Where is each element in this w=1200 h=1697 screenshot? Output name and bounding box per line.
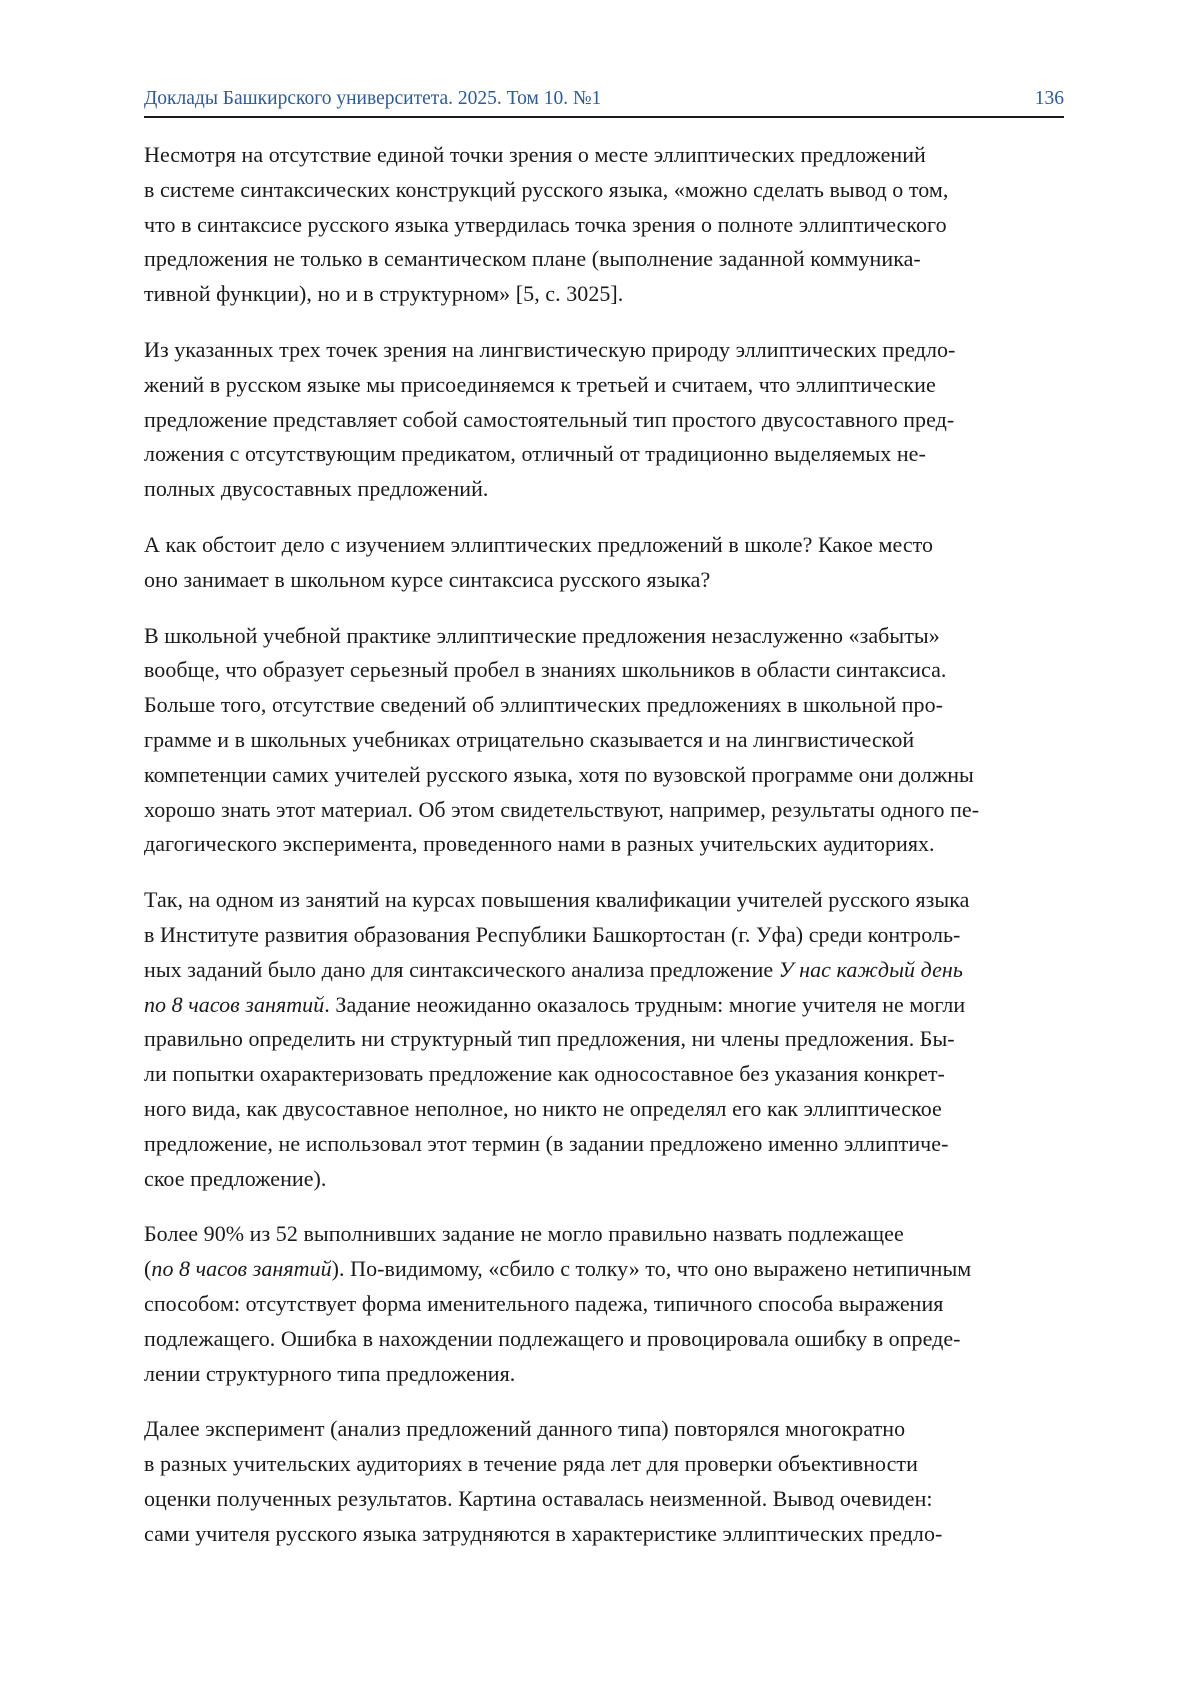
text-line [144,472,1064,507]
text-segment: ного вида, как двусоставное неполное, но никто не определял его как эллиптическое [144,1096,942,1121]
text-line [144,1447,1064,1482]
text-line [144,1517,1064,1552]
italic-example: по 8 часов занятий [151,1256,331,1281]
italic-example: У нас каждый день [779,957,963,982]
text-segment: предложения не только в семантическом плане (выполнение заданной коммуника- [144,246,921,271]
text-segment: подлежащего. Ошибка в нахождении подлежащего и провоцировала ошибку в опреде- [144,1326,961,1351]
text-line [144,1322,1064,1357]
text-line [144,758,1064,793]
text-segment: сами учителя русского языка затрудняются в характеристике эллиптических предло- [144,1521,942,1546]
text-line [144,953,1064,988]
text-line [144,619,1064,654]
page-number: 136 [1035,88,1064,110]
text-segment: компетенции самих учителей русского языка, хотя по вузовской программе они должны [144,762,974,787]
text-line [144,528,1064,563]
text-line [144,988,1064,1023]
text-line [144,1162,1064,1197]
text-segment: ). По-видимому, «сбило с толку» то, что оно выражено нетипичным [332,1256,972,1281]
text-segment: ( [144,1256,151,1281]
text-segment: В школьной учебной практике эллиптические предложения незаслуженно «забыты» [144,623,940,648]
text-line [144,883,1064,918]
text-line [144,277,1064,312]
text-segment: ли попытки охарактеризовать предложение как односоставное без указания конкрет- [144,1061,945,1086]
text-segment: в разных учительских аудиториях в течение ряда лет для проверки объективности [144,1451,918,1476]
text-line [144,688,1064,723]
text-segment: оценки полученных результатов. Картина оставалась неизменной. Вывод очевиден: [144,1486,933,1511]
journal-page [144,88,1064,1572]
text-line [144,1357,1064,1392]
text-line [144,1217,1064,1252]
text-segment: ское предложение). [144,1166,326,1191]
text-segment: вообще, что образует серьезный пробел в знаниях школьников в области синтаксиса. [144,657,947,682]
text-segment: хорошо знать этот материал. Об этом свидетельствуют, например, результаты одного пе- [144,797,979,822]
text-segment: . Задание неожиданно оказалось трудным: многие учителя не могли [324,992,965,1017]
text-segment: ных заданий было дано для синтаксического анализа предложение [144,957,779,982]
text-line [144,827,1064,862]
text-segment: способом: отсутствует форма именительного падежа, типичного способа выражения [144,1291,943,1316]
text-line [144,1057,1064,1092]
text-line [144,1127,1064,1162]
text-line [144,653,1064,688]
paragraph [144,138,1064,312]
text-line [144,173,1064,208]
text-line [144,1022,1064,1057]
text-segment: Из указанных трех точек зрения на лингвистическую природу эллиптических предло- [144,337,955,362]
paragraph [144,528,1064,598]
text-line [144,1482,1064,1517]
journal-title: Доклады Башкирского университета. 2025. Том 10. №1 [144,88,601,110]
text-segment: лении структурного типа предложения. [144,1361,515,1386]
text-line [144,138,1064,173]
text-line [144,793,1064,828]
text-line [144,1092,1064,1127]
article-body [144,138,1064,1551]
text-segment: Более 90% из 52 выполнивших задание не могло правильно назвать подлежащее [144,1221,904,1246]
text-line [144,242,1064,277]
text-segment: Так, на одном из занятий на курсах повышения квалификации учителей русского языка [144,887,969,912]
paragraph [144,883,1064,1196]
paragraph [144,333,1064,507]
paragraph [144,619,1064,863]
text-line [144,208,1064,243]
paragraph [144,1412,1064,1551]
text-segment: дагогического эксперимента, проведенного нами в разных учительских аудиториях. [144,831,935,856]
text-segment: Больше того, отсутствие сведений об эллиптических предложениях в школьной про- [144,692,943,717]
text-segment: грамме и в школьных учебниках отрицательно сказывается и на лингвистической [144,727,914,752]
text-line [144,368,1064,403]
text-segment: правильно определить ни структурный тип предложения, ни члены предложения. Бы- [144,1026,955,1051]
text-line [144,437,1064,472]
text-line [144,1252,1064,1287]
text-segment: полных двусоставных предложений. [144,476,488,501]
text-segment: Несмотря на отсутствие единой точки зрения о месте эллиптических предложений [144,142,926,167]
text-line [144,403,1064,438]
text-segment: предложение представляет собой самостоятельный тип простого двусоставного пред- [144,407,954,432]
text-segment: в системе синтаксических конструкций русского языка, «можно сделать вывод о том, [144,177,948,202]
text-segment: тивной функции), но и в структурном» [5, с. 3025]. [144,281,623,306]
text-line [144,723,1064,758]
running-header [144,88,1064,118]
text-line [144,1287,1064,1322]
text-line [144,563,1064,598]
paragraph [144,1217,1064,1391]
text-segment: оно занимает в школьном курсе синтаксиса русского языка? [144,567,710,592]
text-line [144,333,1064,368]
text-segment: в Институте развития образования Республики Башкортостан (г. Уфа) среди контроль- [144,922,960,947]
text-line [144,1412,1064,1447]
text-segment: предложение, не использовал этот термин (в задании предложено именно эллиптиче- [144,1131,948,1156]
text-segment: ложения с отсутствующим предикатом, отличный от традиционно выделяемых не- [144,441,926,466]
text-segment: А как обстоит дело с изучением эллиптических предложений в школе? Какое место [144,532,933,557]
text-segment: жений в русском языке мы присоединяемся к третьей и считаем, что эллиптические [144,372,936,397]
text-segment: что в синтаксисе русского языка утвердилась точка зрения о полноте эллиптического [144,212,947,237]
text-segment: Далее эксперимент (анализ предложений данного типа) повторялся многократно [144,1416,905,1441]
text-line [144,918,1064,953]
italic-example: по 8 часов занятий [144,992,324,1017]
